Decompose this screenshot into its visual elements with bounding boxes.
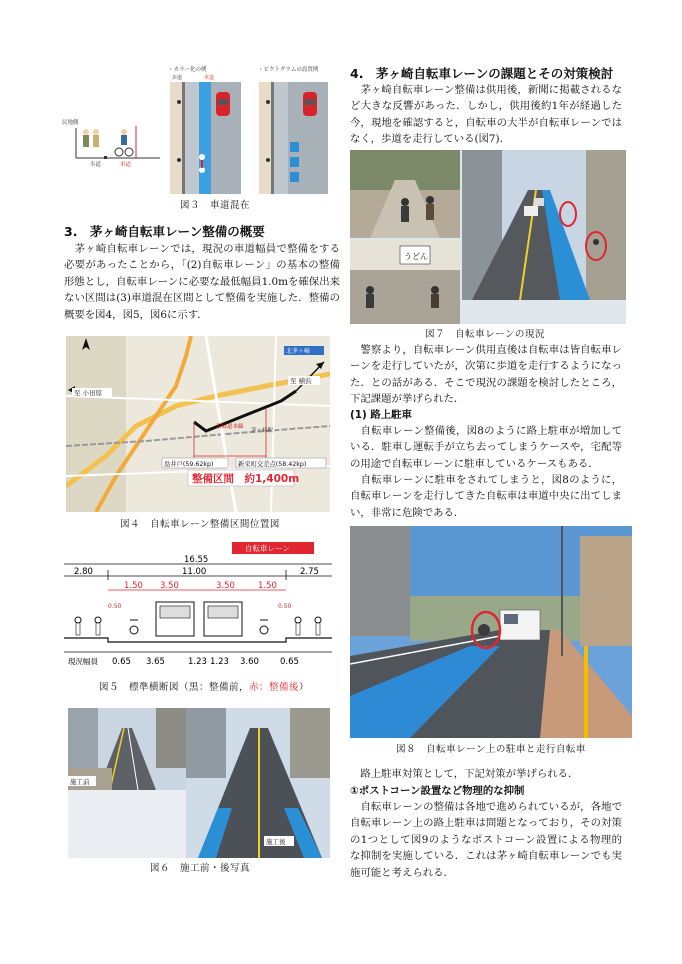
section-4-body-4: 自転車レーンに駐車をされてしまうと，図8のように，自転車レーンを走行してきた自転車は車道中央に出てしまい，非常に危険である． [350, 474, 622, 519]
fig5-dim-top-left: 2.80 [74, 567, 93, 577]
figure-3-diagram [62, 62, 330, 196]
map-end-label: 新栄町交差点(58.42kp) [238, 461, 307, 468]
figure-4-map [66, 336, 330, 512]
figure-8-caption: 図８ 自転車レーン上の駐車と走行自転車 [396, 744, 586, 755]
fig5-caption-a: 図５ 標準横断図（黒：整備前， [98, 682, 249, 693]
fig5-dim-top-right: 2.75 [300, 567, 319, 577]
fig8-cyclist [478, 624, 490, 636]
figure-3-caption: 図３ 車道混在 [179, 200, 250, 211]
fig5-dim-small-right: 0.50 [278, 603, 292, 610]
fig5-caption-red: 赤：整備後 [248, 682, 299, 693]
figure-3 [62, 62, 330, 196]
fig7-shop-sign: うどん [404, 252, 428, 261]
section-3-body: 茅ヶ崎自転車レーンでは，現況の車道幅員で整備をする必要があったことから，「(2)自転車レーン」の基本の整備形態とし，自転車レーンに必要な最低幅員1.0mを確保出来ない区間は(3)車道混在区間として整備を実施した．整備の概要を図4，図5，図6に示す． [64, 243, 340, 321]
section-4-body-5: 路上駐車対策として，下記対策が挙げられる． [350, 768, 579, 780]
figure-6-caption: 図６ 施工前・後写真 [149, 863, 250, 874]
figure-5-caption [84, 679, 324, 693]
fig5-dim-red-4: 1.50 [258, 581, 277, 591]
fig5-pedestrian-icons [75, 617, 321, 635]
section-4-body-6: 自転車レーンの整備は各地で進められているが，各地で自転車レーン上の路上駐車は問題となっており，その対策の1つとして図9のようなポストコーン設置による物理的な抑制を実施している．これは茅ヶ崎自転車レーンでも実施可能と考えられる． [350, 801, 622, 879]
figure-7-caption: 図７ 自転車レーンの現況 [425, 329, 545, 340]
fig6-after-label: 施工後 [266, 838, 286, 846]
section-4-heading: 4. 茅ヶ崎自転車レーンの課題とその対策検討 [350, 66, 614, 81]
map-svg [66, 336, 330, 512]
fig5-dim-red-2: 3.50 [160, 581, 179, 591]
map-section-length: 整備区間 約1,400m [192, 473, 300, 485]
fig5-current-label: 現況幅員 [68, 657, 98, 666]
fig3-bicycle-marker [199, 154, 205, 160]
fig5-caption-c: ） [299, 682, 310, 693]
map-kitachigasaki: 北茅ヶ崎 [286, 348, 311, 355]
fig5-dim-bottom-5: 3.60 [240, 657, 259, 667]
fig5-bicycle-icon-left [130, 620, 138, 634]
subsection-1-heading: (1) 路上駐車 [350, 409, 412, 421]
fig7-photo-svg [350, 150, 626, 324]
map-station-label: 茅ヶ崎駅 [251, 428, 274, 434]
figure-4-caption: 図４ 自転車レーン整備区間位置図 [120, 519, 280, 530]
fig5-dim-red-3: 3.50 [216, 581, 235, 591]
fig3-sidewalk-label: 歩道 [172, 75, 183, 81]
map-to-yokohama: 至 横浜 [290, 377, 312, 385]
fig5-dim-red-1: 1.50 [124, 581, 143, 591]
figure-5-cross-section [64, 540, 332, 676]
fig6-before-label: 施工前 [70, 778, 90, 786]
fig3-bottom-sidewalk: 歩道 [90, 162, 102, 168]
fig5-vehicles [156, 602, 242, 636]
fig5-bicycle-icon-right [260, 620, 268, 634]
fig5-dim-bottom-1: 0.65 [112, 657, 131, 667]
figure-6-photos [68, 708, 330, 858]
fig3-cyclist-icon [115, 129, 133, 156]
fig5-title-tag: 自転車レーン [245, 544, 290, 553]
figure-8-photo [350, 526, 632, 738]
fig3-house-label: 民地側 [62, 120, 79, 126]
cross-section-svg [64, 540, 332, 676]
fig5-dim-bottom-2: 3.65 [146, 657, 165, 667]
fig3-label-right: ・ピクトグラムの設置例 [258, 67, 319, 73]
figure-7-photos [350, 150, 626, 324]
fig3-roadway-label: 車道 [204, 75, 215, 81]
fig5-dim-bottom-6: 0.65 [280, 657, 299, 667]
fig8-photo-svg [350, 526, 632, 738]
fig5-total-width: 16.55 [184, 555, 209, 565]
section-4-body-2: 警察より，自転車レーン供用直後は自転車は皆自転車レーンを走行していたが，次第に歩道を走行するようになった．との話がある．そこで現況の課題を検討したところ，下記課題が挙げられた． [350, 344, 622, 406]
fig3-label-left: ・カラー化の例 [168, 67, 207, 73]
section-3-heading: 3. 茅ヶ崎自転車レーン整備の概要 [64, 224, 265, 239]
subsection-2-heading: ①ポストコーン設置など物理的な抑制 [350, 785, 525, 797]
fig5-dim-bottom-4: 1.23 [210, 657, 229, 667]
fig3-pedestrian-icon [83, 129, 99, 147]
fig5-dim-small-left: 0.50 [108, 603, 122, 610]
fig5-dim-top-center: 11.00 [182, 567, 207, 577]
fig3-bottom-roadway: 車道 [120, 162, 132, 168]
section-4-body-1: 茅ヶ崎自転車レーン整備は供用後，新聞に掲載されるなど大きな反響があった．しかし，供用後約1年が経過した今，現地を確認すると，自転車の大半が自転車レーンではなく，歩道を走行している(図7)． [350, 84, 622, 146]
fig6-photo-svg [68, 708, 330, 858]
section-4-body-3: 自転車レーン整備後，図8のように路上駐車が増加している．駐車し運転手が立ち去ってしまうケースや，宅配等の用途で自転車レーンに駐車しているケースもある． [350, 425, 622, 470]
map-to-odawara: 至 小田原 [74, 389, 103, 397]
map-route-label: 東海道本線 [216, 424, 244, 430]
fig5-dim-bottom-3: 1.23 [188, 657, 207, 667]
map-start-label: 島井戸(59.62kp) [164, 461, 214, 468]
